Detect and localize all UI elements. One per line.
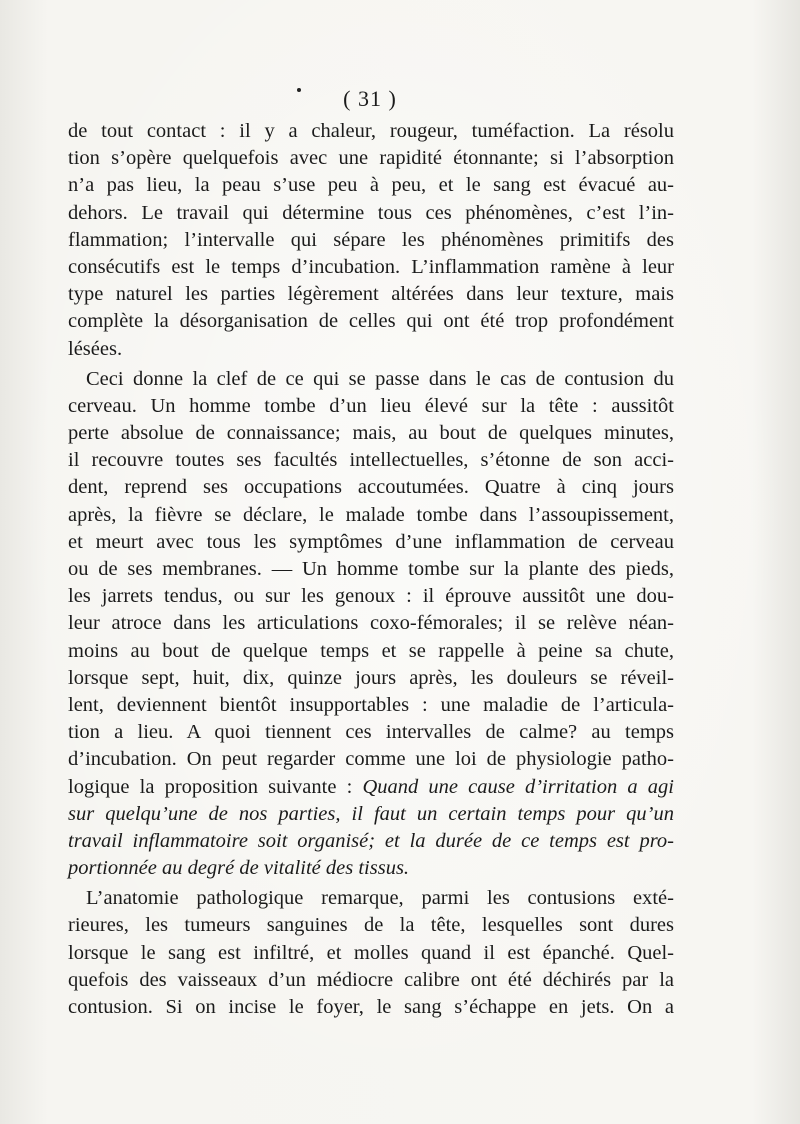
text-line: tion s’opère quelquefois avec une rapidité étonnante; si l’absorption <box>68 147 674 170</box>
text-line: dent, reprend ses occupations accoutumées. Quatre à cinq jours <box>68 476 674 499</box>
text-line: quefois des vaisseaux d’un médiocre calibre ont été déchirés par la <box>68 968 674 991</box>
text-line: lésées. <box>68 337 123 360</box>
text-line: d’incubation. On peut regarder comme une loi de physiologie patho- <box>68 748 674 771</box>
text-line: L’anatomie pathologique remarque, parmi les contusions exté- <box>86 887 674 910</box>
italic-line: travail inflammatoire soit organisé; et la durée de ce temps est pro- <box>68 829 674 852</box>
text-line: de tout contact : il y a chaleur, rougeur, tuméfaction. La résolu <box>68 120 674 142</box>
paragraph-1 <box>68 118 674 363</box>
text-line: consécutifs est le temps d’incubation. L’inflammation ramène à leur <box>68 255 674 278</box>
text-line: leur atroce dans les articulations coxo-fémorales; il se relève néan- <box>68 612 674 635</box>
text-line: les jarrets tendus, ou sur les genoux : il éprouve aussitôt une dou- <box>68 585 674 608</box>
text-line: rieures, les tumeurs sanguines de la tête, lesquelles sont dures <box>68 914 674 937</box>
text-line: lorsque le sang est infiltré, et molles quand il est épanché. Quel- <box>68 941 674 964</box>
text-line: perte absolue de connaissance; mais, au bout de quelques minutes, <box>68 422 674 445</box>
body-text <box>68 118 674 1021</box>
text-line: lent, deviennent bientôt insupportables : une maladie de l’articula- <box>68 693 674 716</box>
text-line: tion a lieu. A quoi tiennent ces intervalles de calme? au temps <box>68 721 674 744</box>
text-line: complète la désorganisation de celles qui ont été trop profondément <box>68 310 674 333</box>
text-line: contusion. Si on incise le foyer, le sang s’échappe en jets. On a <box>68 996 674 1018</box>
text-line: moins au bout de quelque temps et se rappelle à peine sa chute, <box>68 639 674 662</box>
text-line: Ceci donne la clef de ce qui se passe dans le cas de contusion du <box>86 367 674 390</box>
text-line: ou de ses membranes. — Un homme tombe sur la plante des pieds, <box>68 558 674 580</box>
text-line-mixed <box>68 774 674 801</box>
text-line: il recouvre toutes ses facultés intellectuelles, s’étonne de son acci- <box>68 449 674 472</box>
text-line: cerveau. Un homme tombe d’un lieu élevé sur la tête : aussitôt <box>68 394 674 417</box>
paragraph-2 <box>68 366 674 883</box>
italic-line: portionnée au degré de vitalité des tissus. <box>68 857 410 880</box>
text-line: flammation; l’intervalle qui sépare les phénomènes primitifs des <box>68 228 674 251</box>
text-line: après, la fièvre se déclare, le malade tombe dans l’assoupissement, <box>68 503 674 526</box>
text-line: type naturel les parties légèrement altérées dans leur texture, mais <box>68 283 674 306</box>
text-line: lorsque sept, huit, dix, quinze jours après, les douleurs se réveil- <box>68 666 674 689</box>
text-line: n’a pas lieu, la peau s’use peu à peu, et le sang est évacué au- <box>68 174 674 197</box>
italic-run: Quand une cause d’irritation a agi <box>362 775 674 798</box>
page-number: ( 31 ) <box>343 86 397 111</box>
paragraph-3 <box>68 885 674 1021</box>
roman-run: logique la proposition suivante : <box>68 775 363 798</box>
text-line: dehors. Le travail qui détermine tous ces phénomènes, c’est l’in- <box>68 201 674 224</box>
italic-line: sur quelqu’une de nos parties, il faut un certain temps pour qu’un <box>68 802 674 825</box>
text-line: et meurt avec tous les symptômes d’une inflammation de cerveau <box>68 530 674 553</box>
